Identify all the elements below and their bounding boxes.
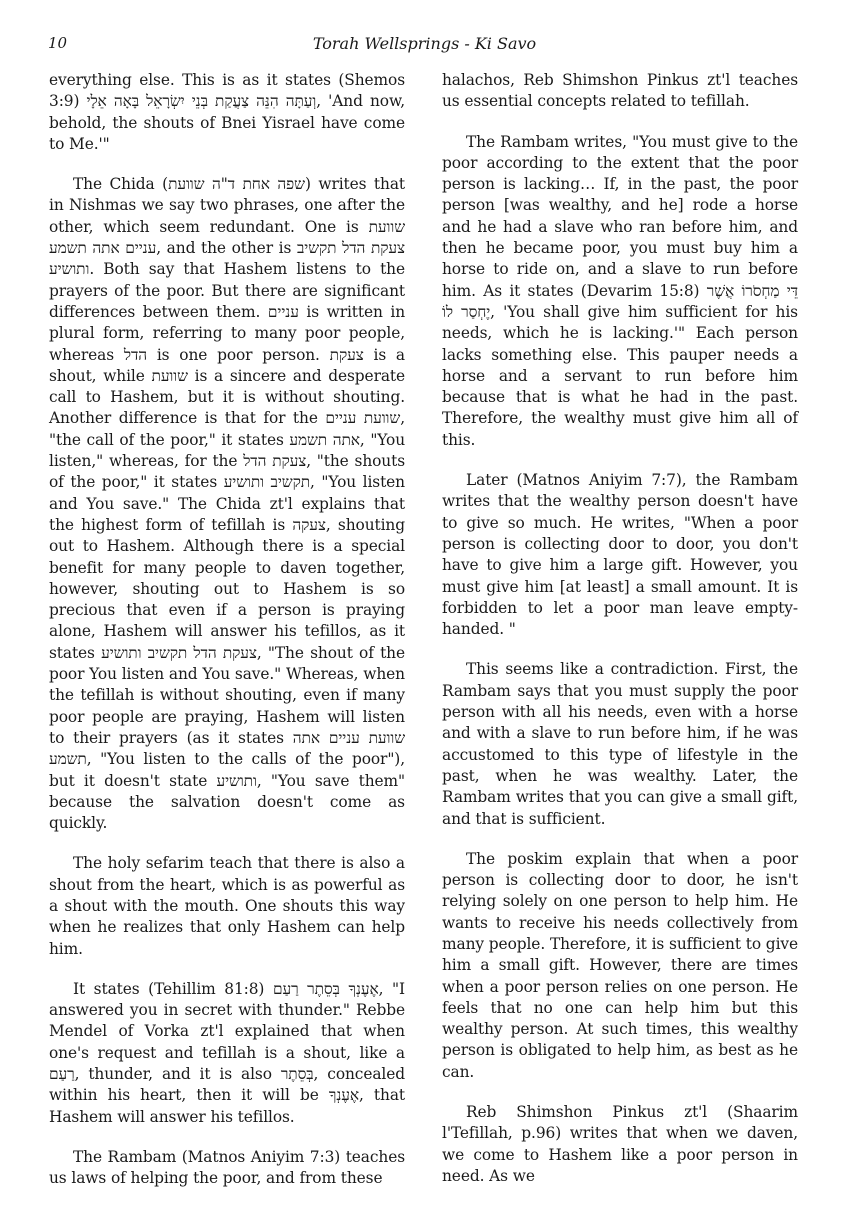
paragraph: The Rambam (Matnos Aniyim 7:3) teaches us laws of helping the poor, and from these [49,1147,405,1188]
paragraph: This seems like a contradiction. First, the Rambam says that you must supply the poor person with all his needs, even with a horse and with a slave to run before him, if he was accustomed to this type of lifestyle in the past, when he was wealthy. Later, the Rambam writes that you can give a small gift, and that is sufficient. [442,660,798,828]
paragraph: It states (Tehillim 81:8) אֶעֶנְךָ בְּסֵתֶר רַעַם, "I answered you in secret with thunder." Rebbe Mendel of Vorka zt'l explained that when one's request and tefillah is a shout, like a רַעַם, thunder, and it is also בְּסֵתֶר, concealed within his heart, then it will be אֶעֶנְךָ, that Hashem will answer his tefillos. [49,979,405,1126]
page-number: 10 [48,34,68,52]
paragraph: The Chida (שפה אחת ד"ה שוועת) writes that in Nishmas we say two phrases, one after the other, which seem redundant. One is שוועת עניים אתה תשמע, and the other is צעקת הדל תקשיב ותושיע. Both say that Hashem listens to the prayers of the poor. But there are significant differences between them. עניים is written in plural form, referring to many poor people, whereas הדל is one poor person. צעקת is a shout, while שוועת is a sincere and desperate call to Hashem, but it is without shouting. Another difference is that for the שוועת עניים, "the call of the poor," it states אתה תשמע, "You listen," whereas, for the צעקת הדל, "the shouts of the poor," it states תקשיב ותושיע, "You listen and You save." The Chida zt'l explains that the highest form of tefillah is צעקה, shouting out to Hashem. Although there is a special benefit for many people to daven together, however, shouting out to Hashem is so precious that even if a person is praying alone, Hashem will answer his tefillos, as it states צעקת הדל תקשיב ותושיע, "The shout of the poor You listen and You save." Whereas, when the tefillah is without shouting, even if many poor people are praying, Hashem will listen to their prayers (as it states שוועת עניים אתה תשמע, "You listen to the calls of the poor"), but it doesn't state ותושיע, "You save them" because the salvation doesn't come as quickly. [49,175,406,833]
paragraph: The holy sefarim teach that there is also a shout from the heart, which is as powerful as a shout with the mouth. One shouts this way when he realizes that only Hashem can help him. [49,854,405,958]
running-title: Torah Wellsprings - Ki Savo [312,34,537,53]
paragraph: halachos, Reb Shimshon Pinkus zt'l teaches us essential concepts related to tefillah. [442,71,798,111]
right-column [442,70,798,1206]
paragraph: Reb Shimshon Pinkus zt'l (Shaarim l'Tefillah, p.96) writes that when we daven, we come to Hashem like a poor person in need. As we [442,1103,798,1185]
paragraph: Later (Matnos Aniyim 7:7), the Rambam writes that the wealthy person doesn't have to give so much. He writes, "When a poor person is collecting door to door, you don't have to give him a large gift. However, you must give him [at least] a small amount. It is forbidden to let a poor man leave empty-handed. " [442,471,798,639]
left-column [49,70,405,1209]
paragraph: everything else. This is as it states (Shemos 3:9) וְעַתָּה הִנֵּה צַעֲקַת בְּנֵי יִשְׂרָאֵל בָּאָה אֵלָי, 'And now, behold, the shouts of Bnei Yisrael have come to Me.'" [49,71,405,153]
paragraph: The Rambam writes, "You must give to the poor according to the extent that the poor person is lacking… If, in the past, the poor person [was wealthy, and he] rode a horse and he had a slave who ran before him, and then he became poor, you must buy him a horse to ride on, and a slave to run before him. As it states (Devarim 15:8) דֵּי מַחְסֹרוֹ אֲשֶׁר יֶחְסַר לוֹ, 'You shall give him sufficient for his needs, which he is lacking.'" Each person lacks something else. This pauper needs a horse and a servant to run before him because that is what he had in the past. Therefore, the wealthy must give him all of this. [442,132,798,449]
page-header [48,34,801,58]
paragraph: The poskim explain that when a poor person is collecting door to door, he isn't relying solely on one person to help him. He wants to receive his needs collectively from many people. Therefore, it is sufficient to give him a small gift. However, there are times when a poor person relies on one person. He feels that no one can help him but this wealthy person. At such times, this wealthy person is obligated to help him, as best as he can. [442,849,798,1081]
